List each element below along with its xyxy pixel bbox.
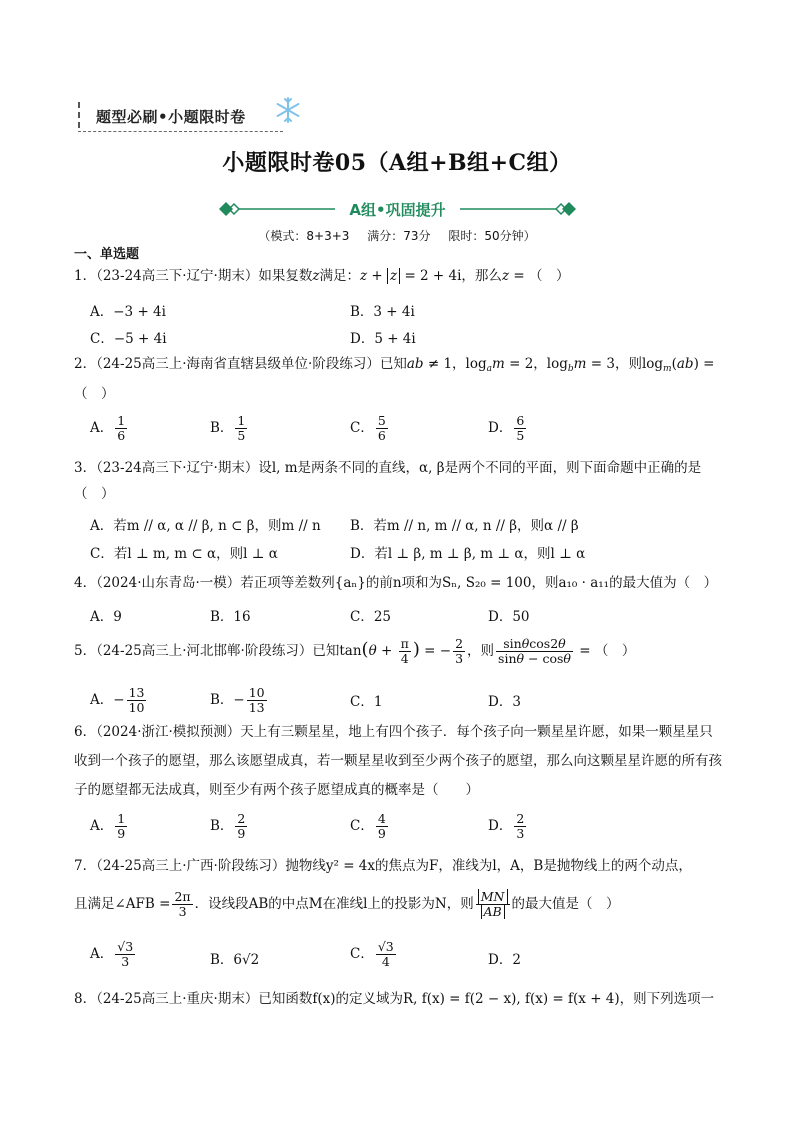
q3-source: （23-24高三下·辽宁·期末） bbox=[96, 460, 259, 476]
group-heading bbox=[215, 198, 580, 220]
q4-source: （2024·山东青岛·一模） bbox=[96, 575, 241, 591]
q6-text: 天上有三颗星星，地上有四个孩子．每个孩子向一颗星星许愿，如果一颗星星只收到一个孩子的愿望，那么该愿望成真，若一颗星星收到至少两个孩子的愿望，那么向这颗星星许愿的所有孩子的愿望都无法成真，则至少有两个孩子愿望成真的概率是（ ） bbox=[74, 724, 722, 798]
q6-option-a[interactable]: A． $\frac{1}{9}$ bbox=[90, 811, 126, 841]
q3-number: 3． bbox=[74, 460, 97, 476]
q7-text-line-1: 抛物线y² = 4x的焦点为F，准线为l，A，B是抛物线上的两个动点， bbox=[285, 858, 692, 874]
q4-option-d[interactable]: D．50 bbox=[488, 609, 530, 625]
q8-number: 8． bbox=[74, 991, 97, 1007]
q4-number: 4． bbox=[74, 575, 97, 591]
q7-option-a[interactable]: A． $\frac{√3}{3}$ bbox=[90, 939, 134, 969]
q7-number: 7． bbox=[74, 858, 97, 874]
section-heading: 一、单选题 bbox=[74, 247, 140, 262]
q7-option-c[interactable]: C． $\frac{√3}{4}$ bbox=[350, 939, 394, 969]
q3-option-b[interactable]: B．若m // n, m // α, n // β，则α // β bbox=[350, 518, 579, 534]
q2-option-a[interactable]: A． $\frac{1}{6}$ bbox=[90, 413, 126, 443]
q8-text: 已知函数f(x)的定义域为R, f(x) = f(2 − x), f(x) = f(x + 4)，则下列选项一 bbox=[258, 991, 715, 1007]
q3-continuation: （ ） bbox=[74, 486, 115, 502]
q1-option-b[interactable]: B．3 + 4i bbox=[350, 304, 415, 320]
q6-option-c[interactable]: C． $\frac{4}{9}$ bbox=[350, 811, 386, 841]
question-1: 1．（23-24高三下·辽宁·期末）如果复数z满足：z + z = 2 + 4i，那么z = （ ） bbox=[74, 268, 570, 284]
q1-option-d[interactable]: D．5 + 4i bbox=[350, 331, 416, 347]
q2-option-c[interactable]: C． $\frac{5}{6}$ bbox=[350, 413, 386, 443]
question-5: 5．（24-25高三上·河北邯郸·阶段练习）已知tan(θ + $\frac{\pi}{4}$ ) = − $\frac{2}{3}$ ，则 $\frac{\sin\theta\cos 2\theta}{\sin\theta - \cos\theta}$ = （ ） bbox=[74, 636, 636, 666]
q2-text: 已知 bbox=[379, 356, 407, 372]
q4-option-c[interactable]: C．25 bbox=[350, 609, 392, 625]
q5-number: 5． bbox=[74, 643, 97, 659]
q6-option-b[interactable]: B． $\frac{2}{9}$ bbox=[210, 811, 246, 841]
brand-divider bbox=[78, 102, 80, 128]
q3-option-a[interactable]: A．若m // α, α // β, n ⊂ β，则m // n bbox=[90, 518, 321, 534]
q7-line-2: 且满足∠AFB = $\frac{2\pi}{3}$ ．设线段AB的中点M在准线l上的投影为N，则 $\frac{MN}{AB}$ 的最大值是（ ） bbox=[74, 889, 620, 919]
q5-option-d[interactable]: D．3 bbox=[488, 694, 521, 710]
q1-source: （23-24高三下·辽宁·期末） bbox=[96, 268, 259, 284]
q5-text: 已知 bbox=[312, 643, 340, 659]
q7-option-d[interactable]: D．2 bbox=[488, 952, 521, 968]
q8-source: （24-25高三上·重庆·期末） bbox=[96, 991, 259, 1007]
q1-text-2: 满足： bbox=[319, 268, 360, 284]
q4-text: 若正项等差数列{aₙ}的前n项和为Sₙ, S₂₀ = 100，则a₁₀ · a₁₁的最大值为（ ） bbox=[240, 575, 718, 591]
q2-number: 2． bbox=[74, 356, 97, 372]
q6-source: （2024·浙江·模拟预测） bbox=[96, 724, 241, 740]
q1-equation: = 2 + 4i，那么 bbox=[404, 268, 502, 284]
q7-option-b[interactable]: B．6√2 bbox=[210, 952, 260, 968]
question-4 bbox=[74, 569, 724, 597]
q2-option-b[interactable]: B． $\frac{1}{5}$ bbox=[210, 413, 246, 443]
q3-text: 设l, m是两条不同的直线，α, β是两个不同的平面，则下面命题中正确的是 bbox=[258, 460, 702, 476]
exam-meta: （模式：8+3+3 满分：73分 限时：50分钟） bbox=[258, 229, 536, 243]
snowflake-icon bbox=[274, 96, 302, 124]
q3-option-c[interactable]: C．若l ⊥ m, m ⊂ α，则l ⊥ α bbox=[90, 546, 278, 562]
question-2: 2．（24-25高三上·海南省直辖县级单位·阶段练习）已知ab ≠ 1，$\log_am = 2$，$\log_bm = 3$，则$\log_m(ab)$ = bbox=[74, 356, 715, 374]
q7-source: （24-25高三上·广西·阶段练习） bbox=[96, 858, 286, 874]
question-8 bbox=[74, 985, 724, 1013]
question-3 bbox=[74, 454, 724, 482]
brand-header bbox=[78, 100, 288, 134]
q2-source: （24-25高三上·海南省直辖县级单位·阶段练习） bbox=[96, 356, 380, 372]
question-7 bbox=[74, 852, 724, 880]
q2-option-d[interactable]: D． $\frac{6}{5}$ bbox=[488, 413, 525, 443]
q7-text-line-2a: 且满足∠AFB = bbox=[74, 896, 171, 912]
q6-option-d[interactable]: D． $\frac{2}{3}$ bbox=[488, 811, 525, 841]
q1-option-a[interactable]: A．−3 + 4i bbox=[90, 304, 166, 320]
q5-option-a[interactable]: A．− $\frac{13}{10}$ bbox=[90, 685, 145, 715]
q2-continuation: （ ） bbox=[74, 386, 115, 402]
q5-source: （24-25高三上·河北邯郸·阶段练习） bbox=[96, 643, 313, 659]
q1-number: 1． bbox=[74, 268, 97, 284]
brand-text: 题型必刷•小题限时卷 bbox=[96, 108, 246, 126]
group-heading-text: A组•巩固提升 bbox=[349, 201, 446, 219]
q4-option-b[interactable]: B．16 bbox=[210, 609, 251, 625]
q7-text-line-2b: ．设线段AB的中点M在准线l上的投影为N，则 bbox=[194, 896, 474, 912]
q1-text: 如果复数 bbox=[258, 268, 313, 284]
q1-tail: = （ ） bbox=[509, 268, 570, 284]
q6-number: 6． bbox=[74, 724, 97, 740]
page-title: 小题限时卷05（A组+B组+C组） bbox=[222, 150, 572, 176]
brand-underline bbox=[78, 131, 283, 132]
q5-option-c[interactable]: C．1 bbox=[350, 694, 383, 710]
q3-option-d[interactable]: D．若l ⊥ β, m ⊥ β, m ⊥ α，则l ⊥ α bbox=[350, 546, 586, 562]
q5-option-b[interactable]: B．− $\frac{10}{13}$ bbox=[210, 685, 265, 715]
q1-option-c[interactable]: C．−5 + 4i bbox=[90, 331, 167, 347]
question-6 bbox=[74, 718, 724, 805]
q7-text-line-2c: 的最大值是（ ） bbox=[511, 896, 620, 912]
q4-option-a[interactable]: A．9 bbox=[90, 609, 122, 625]
